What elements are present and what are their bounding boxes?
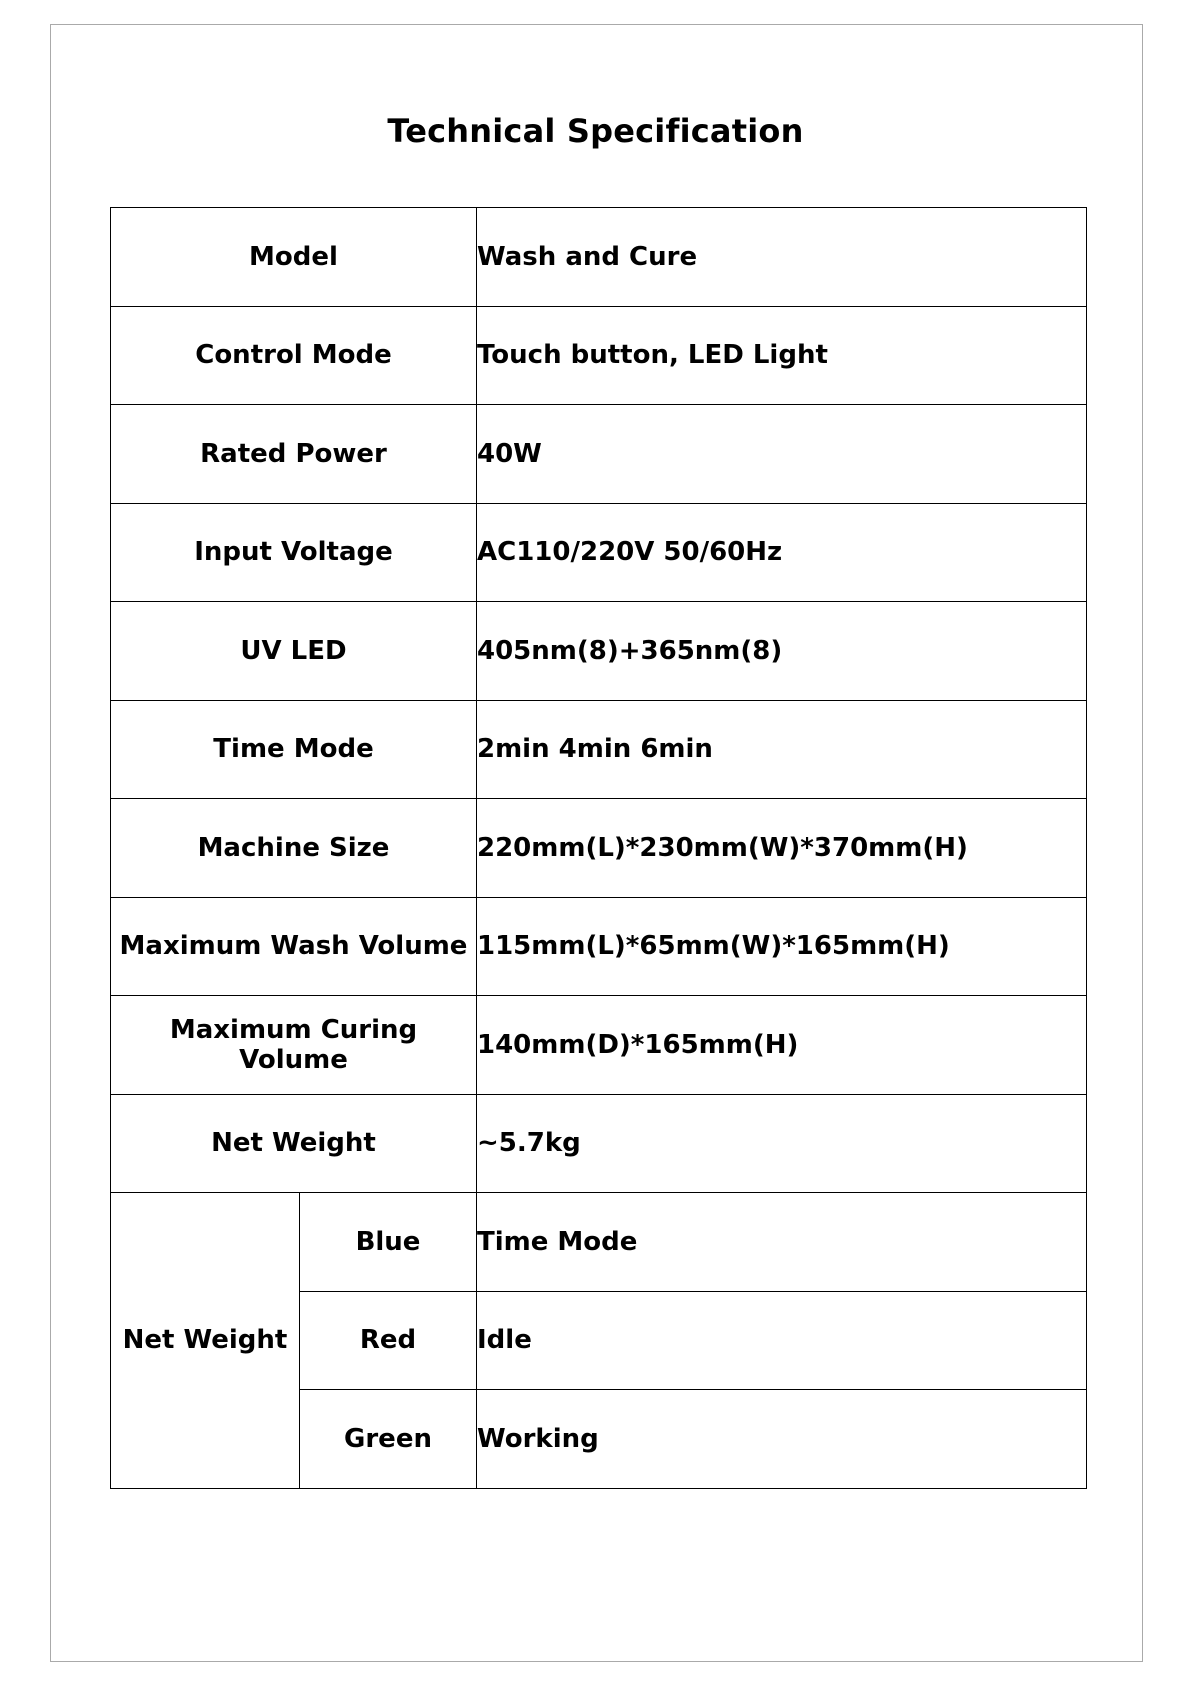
spec-value: 405nm(8)+365nm(8) bbox=[477, 602, 1087, 701]
spec-value: AC110/220V 50/60Hz bbox=[477, 503, 1087, 602]
spec-label: Time Mode bbox=[111, 700, 477, 799]
spec-row-maximum-wash-volume bbox=[111, 897, 1087, 996]
indicator-group-label: Net Weight bbox=[111, 1193, 300, 1489]
page-title: Technical Specification bbox=[387, 112, 804, 150]
spec-row-net-weight bbox=[111, 1094, 1087, 1193]
spec-row-model bbox=[111, 208, 1087, 307]
spec-value: 2min 4min 6min bbox=[477, 700, 1087, 799]
spec-value: Touch button, LED Light bbox=[477, 306, 1087, 405]
spec-value: 140mm(D)*165mm(H) bbox=[477, 996, 1087, 1095]
indicator-status: Idle bbox=[477, 1291, 1087, 1390]
spec-row-input-voltage bbox=[111, 503, 1087, 602]
spec-row-machine-size bbox=[111, 799, 1087, 898]
spec-value: 40W bbox=[477, 405, 1087, 504]
spec-label: Net Weight bbox=[111, 1094, 477, 1193]
spec-row-time-mode bbox=[111, 700, 1087, 799]
spec-value: 220mm(L)*230mm(W)*370mm(H) bbox=[477, 799, 1087, 898]
spec-label: Machine Size bbox=[111, 799, 477, 898]
indicator-row-blue bbox=[111, 1193, 1087, 1292]
spec-row-rated-power bbox=[111, 405, 1087, 504]
indicator-color: Green bbox=[300, 1390, 477, 1489]
spec-label: UV LED bbox=[111, 602, 477, 701]
spec-value: ~5.7kg bbox=[477, 1094, 1087, 1193]
spec-row-maximum-curing-volume bbox=[111, 996, 1087, 1095]
spec-row-control-mode bbox=[111, 306, 1087, 405]
indicator-status: Working bbox=[477, 1390, 1087, 1489]
spec-row-uv-led bbox=[111, 602, 1087, 701]
specification-table bbox=[110, 207, 1087, 1489]
spec-value: 115mm(L)*65mm(W)*165mm(H) bbox=[477, 897, 1087, 996]
spec-label: Input Voltage bbox=[111, 503, 477, 602]
spec-value: Wash and Cure bbox=[477, 208, 1087, 307]
spec-label: Maximum Wash Volume bbox=[111, 897, 477, 996]
spec-label: Rated Power bbox=[111, 405, 477, 504]
indicator-color: Blue bbox=[300, 1193, 477, 1292]
spec-label: Control Mode bbox=[111, 306, 477, 405]
spec-label: Model bbox=[111, 208, 477, 307]
indicator-status: Time Mode bbox=[477, 1193, 1087, 1292]
indicator-color: Red bbox=[300, 1291, 477, 1390]
spec-label: Maximum Curing Volume bbox=[111, 996, 477, 1095]
